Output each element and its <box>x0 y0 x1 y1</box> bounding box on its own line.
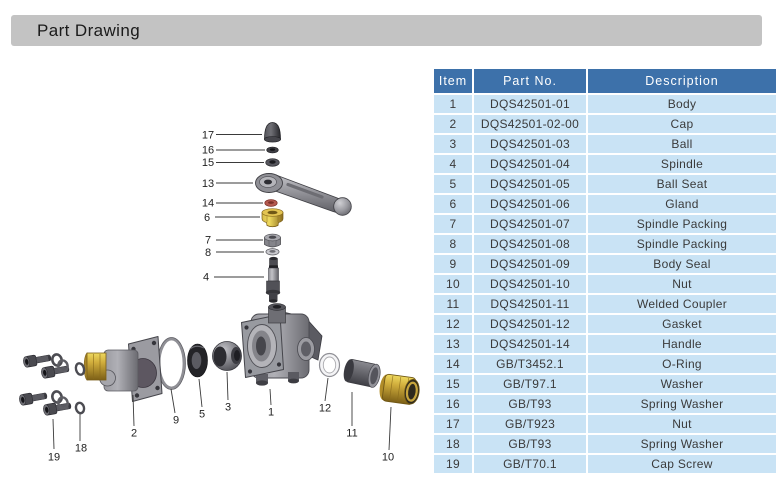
part-body-1 <box>242 304 323 386</box>
table-row <box>434 295 776 313</box>
cell-part-no: DQS42501-08 <box>474 235 586 253</box>
part-gasket-12 <box>320 354 340 377</box>
parts-table <box>432 67 778 475</box>
svg-text:14: 14 <box>201 197 215 210</box>
table-row <box>434 255 776 273</box>
cell-description: Handle <box>588 335 776 353</box>
part-nut-10 <box>378 373 421 405</box>
cell-part-no: GB/T70.1 <box>474 455 586 473</box>
cell-item: 5 <box>434 175 472 193</box>
table-row <box>434 215 776 233</box>
exploded-view-diagram <box>0 55 430 491</box>
callout-17 <box>202 130 262 142</box>
cell-part-no: DQS42501-02-00 <box>474 115 586 133</box>
callout-8 <box>205 247 264 259</box>
cell-part-no: DQS42501-07 <box>474 215 586 233</box>
svg-text:15: 15 <box>201 157 215 169</box>
cell-item: 3 <box>434 135 472 153</box>
cell-description: Cap Screw <box>588 455 776 473</box>
callout-14 <box>202 198 263 210</box>
part-cap-nut-17 <box>264 123 280 143</box>
table-row <box>434 375 776 393</box>
cell-item: 8 <box>434 235 472 253</box>
table-row <box>434 435 776 453</box>
callout-19 <box>48 419 60 464</box>
page-title: Part Drawing <box>37 20 141 40</box>
parts-table-header <box>434 69 776 93</box>
callout-12 <box>319 378 331 415</box>
svg-text:7: 7 <box>204 234 212 247</box>
svg-text:10: 10 <box>381 451 395 464</box>
part-gland-6 <box>262 209 283 227</box>
svg-text:18: 18 <box>74 442 88 455</box>
callouts <box>48 130 394 464</box>
cell-description: Ball <box>588 135 776 153</box>
part-welded-coupler-11 <box>342 358 382 389</box>
cell-item: 7 <box>434 215 472 233</box>
cell-part-no: GB/T97.1 <box>474 375 586 393</box>
cell-item: 9 <box>434 255 472 273</box>
cell-part-no: GB/T93 <box>474 435 586 453</box>
part-spindle-packing-8 <box>266 249 279 255</box>
svg-text:9: 9 <box>172 414 180 427</box>
callout-2 <box>131 395 137 440</box>
cell-item: 4 <box>434 155 472 173</box>
header-row <box>434 69 776 93</box>
callout-10 <box>382 407 394 464</box>
cell-item: 10 <box>434 275 472 293</box>
cell-item: 14 <box>434 355 472 373</box>
col-header-description: Description <box>588 69 776 93</box>
cell-item: 16 <box>434 395 472 413</box>
table-row <box>434 235 776 253</box>
part-washer-15 <box>266 159 280 167</box>
cell-part-no: GB/T93 <box>474 395 586 413</box>
svg-text:13: 13 <box>201 178 215 190</box>
callout-9 <box>171 389 179 427</box>
cell-description: Cap <box>588 115 776 133</box>
cell-item: 6 <box>434 195 472 213</box>
callout-13 <box>202 178 253 190</box>
cell-description: Spindle <box>588 155 776 173</box>
cell-part-no: DQS42501-05 <box>474 175 586 193</box>
svg-text:3: 3 <box>224 401 232 414</box>
part-spindle-4 <box>266 257 280 303</box>
cell-part-no: DQS42501-04 <box>474 155 586 173</box>
cell-description: Ball Seat <box>588 175 776 193</box>
part-body-seal-9 <box>158 338 186 390</box>
cell-item: 11 <box>434 295 472 313</box>
part-o-ring-14 <box>265 200 277 207</box>
cell-item: 2 <box>434 115 472 133</box>
table-row <box>434 315 776 333</box>
cell-part-no: GB/T3452.1 <box>474 355 586 373</box>
svg-text:11: 11 <box>346 427 358 440</box>
table-row <box>434 155 776 173</box>
part-ball-3 <box>213 342 242 371</box>
table-row <box>434 275 776 293</box>
svg-text:4: 4 <box>202 271 210 284</box>
table-row <box>434 455 776 473</box>
cell-description: Spring Washer <box>588 395 776 413</box>
cell-part-no: DQS42501-12 <box>474 315 586 333</box>
table-row <box>434 135 776 153</box>
section-title-bar <box>11 15 762 46</box>
cell-part-no: DQS42501-01 <box>474 95 586 113</box>
svg-text:16: 16 <box>201 144 215 157</box>
cell-item: 19 <box>434 455 472 473</box>
callout-5 <box>199 379 205 421</box>
cell-description: Spring Washer <box>588 435 776 453</box>
part-ball-seat-5 <box>188 344 208 377</box>
callout-1 <box>268 389 274 419</box>
part-spring-washer-16 <box>267 147 279 153</box>
svg-text:2: 2 <box>130 427 138 440</box>
cell-description: Welded Coupler <box>588 295 776 313</box>
svg-text:1: 1 <box>267 406 275 419</box>
callout-3 <box>225 372 231 414</box>
cell-item: 1 <box>434 95 472 113</box>
table-row <box>434 355 776 373</box>
cell-item: 17 <box>434 415 472 433</box>
cell-part-no: DQS42501-10 <box>474 275 586 293</box>
part-spindle-packing-7 <box>265 234 281 247</box>
cell-part-no: DQS42501-03 <box>474 135 586 153</box>
cell-part-no: DQS42501-09 <box>474 255 586 273</box>
svg-text:8: 8 <box>204 247 212 259</box>
cell-item: 15 <box>434 375 472 393</box>
cell-description: O-Ring <box>588 355 776 373</box>
table-row <box>434 395 776 413</box>
table-row <box>434 415 776 433</box>
cell-description: Body Seal <box>588 255 776 273</box>
cell-part-no: DQS42501-11 <box>474 295 586 313</box>
svg-text:6: 6 <box>203 212 211 224</box>
cell-part-no: DQS42501-14 <box>474 335 586 353</box>
callout-6 <box>204 212 260 224</box>
cell-item: 13 <box>434 335 472 353</box>
part-spring-washers-18 <box>51 353 85 414</box>
cell-description: Gasket <box>588 315 776 333</box>
callout-7 <box>205 235 263 247</box>
parts-table-body <box>434 95 776 473</box>
svg-text:5: 5 <box>198 408 206 421</box>
cell-part-no: GB/T923 <box>474 415 586 433</box>
cell-description: Nut <box>588 415 776 433</box>
cell-description: Washer <box>588 375 776 393</box>
cell-description: Spindle Packing <box>588 215 776 233</box>
table-row <box>434 95 776 113</box>
callout-11 <box>346 392 357 440</box>
col-header-item: Item <box>434 69 472 93</box>
callout-16 <box>202 145 265 157</box>
callout-15 <box>202 157 264 169</box>
cell-part-no: DQS42501-06 <box>474 195 586 213</box>
cell-item: 12 <box>434 315 472 333</box>
cell-item: 18 <box>434 435 472 453</box>
svg-text:17: 17 <box>201 129 215 142</box>
table-row <box>434 335 776 353</box>
table-row <box>434 175 776 193</box>
svg-text:19: 19 <box>47 451 61 464</box>
cell-description: Spindle Packing <box>588 235 776 253</box>
callout-4 <box>203 272 264 284</box>
cell-description: Nut <box>588 275 776 293</box>
cell-description: Gland <box>588 195 776 213</box>
table-row <box>434 195 776 213</box>
callout-18 <box>75 414 87 455</box>
col-header-part-no: Part No. <box>474 69 586 93</box>
part-cap-2 <box>84 337 162 402</box>
cell-description: Body <box>588 95 776 113</box>
svg-text:12: 12 <box>318 402 332 415</box>
table-row <box>434 115 776 133</box>
